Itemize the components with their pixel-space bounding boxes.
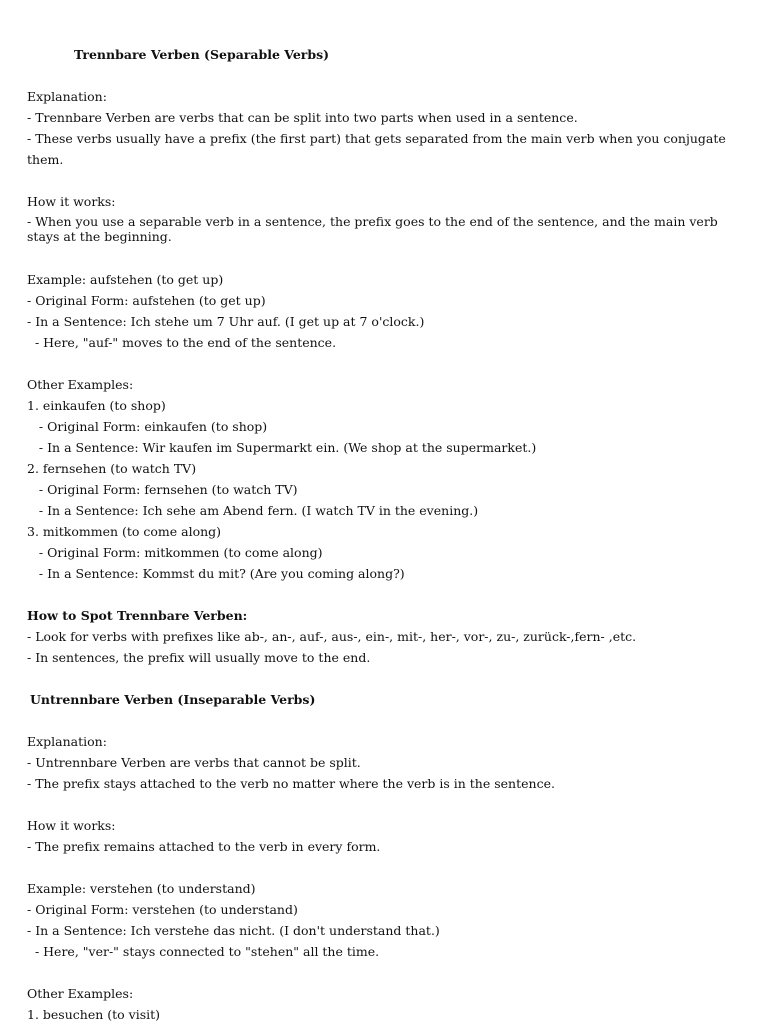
- example-line: - In a Sentence: Ich stehe um 7 Uhr auf. (I get up at 7 o'clock.): [27, 313, 425, 329]
- example-heading: Example: verstehen (to understand): [27, 880, 256, 896]
- spacer: [27, 584, 737, 605]
- spacer: [27, 170, 737, 191]
- spot-heading: How to Spot Trennbare Verben:: [27, 607, 248, 623]
- how-it-works-heading: How it works:: [27, 817, 116, 833]
- spacer: [27, 65, 737, 86]
- list-item: 1. besuchen (to visit): [27, 1006, 161, 1022]
- spacer: [27, 353, 737, 374]
- spacer: [27, 668, 737, 689]
- how-it-works-line: - The prefix remains attached to the verb in every form.: [27, 838, 381, 854]
- explanation-line: - The prefix stays attached to the verb no matter where the verb is in the sentence.: [27, 775, 555, 791]
- spacer: [27, 962, 737, 983]
- list-subitem: - In a Sentence: Wir kaufen im Supermarkt ein. (We shop at the supermarket.): [27, 439, 537, 455]
- explanation-line: - Untrennbare Verben are verbs that cannot be split.: [27, 754, 361, 770]
- list-subitem: - Original Form: mitkommen (to come along): [27, 544, 323, 560]
- spacer: [27, 248, 737, 269]
- list-subitem: - Original Form: fernsehen (to watch TV): [27, 481, 298, 497]
- spacer: [27, 794, 737, 815]
- explanation-heading: Explanation:: [27, 733, 107, 749]
- spot-line: - Look for verbs with prefixes like ab-, an-, auf-, aus-, ein-, mit-, her-, vor-, zu-, zurück-,fern- ,etc.: [27, 628, 637, 644]
- spacer: [27, 710, 737, 731]
- list-item: 3. mitkommen (to come along): [27, 523, 222, 539]
- explanation-line: - These verbs usually have a prefix (the first part) that gets separated from the main verb when you conjugate them.: [27, 131, 730, 167]
- example-line: - In a Sentence: Ich verstehe das nicht. (I don't understand that.): [27, 922, 440, 938]
- example-heading: Example: aufstehen (to get up): [27, 271, 224, 287]
- list-item: 2. fernsehen (to watch TV): [27, 460, 197, 476]
- document-page: [27, 44, 737, 1025]
- section-title-separable: Trennbare Verben (Separable Verbs): [74, 47, 330, 62]
- other-examples-heading: Other Examples:: [27, 376, 134, 392]
- how-it-works-heading: How it works:: [27, 194, 116, 209]
- example-line: - Original Form: verstehen (to understand): [27, 901, 298, 917]
- example-line: - Here, "auf-" moves to the end of the sentence.: [27, 334, 337, 350]
- spot-line: - In sentences, the prefix will usually move to the end.: [27, 649, 371, 665]
- spacer: [27, 857, 737, 878]
- explanation-line: - Trennbare Verben are verbs that can be split into two parts when used in a sentence.: [27, 110, 578, 125]
- list-subitem: - Original Form: einkaufen (to shop): [27, 418, 268, 434]
- explanation-heading: Explanation:: [27, 89, 107, 104]
- list-subitem: - In a Sentence: Kommst du mit? (Are you coming along?): [27, 565, 405, 581]
- list-item: 1. einkaufen (to shop): [27, 397, 166, 413]
- how-it-works-line: - When you use a separable verb in a sentence, the prefix goes to the end of the sentence, and the main verb stays at the beginning.: [27, 214, 722, 244]
- example-line: - Original Form: aufstehen (to get up): [27, 292, 266, 308]
- example-line: - Here, "ver-" stays connected to "stehen" all the time.: [27, 943, 380, 959]
- section-title-inseparable: Untrennbare Verben (Inseparable Verbs): [30, 691, 316, 707]
- list-subitem: - In a Sentence: Ich sehe am Abend fern. (I watch TV in the evening.): [27, 502, 479, 518]
- other-examples-heading: Other Examples:: [27, 985, 134, 1001]
